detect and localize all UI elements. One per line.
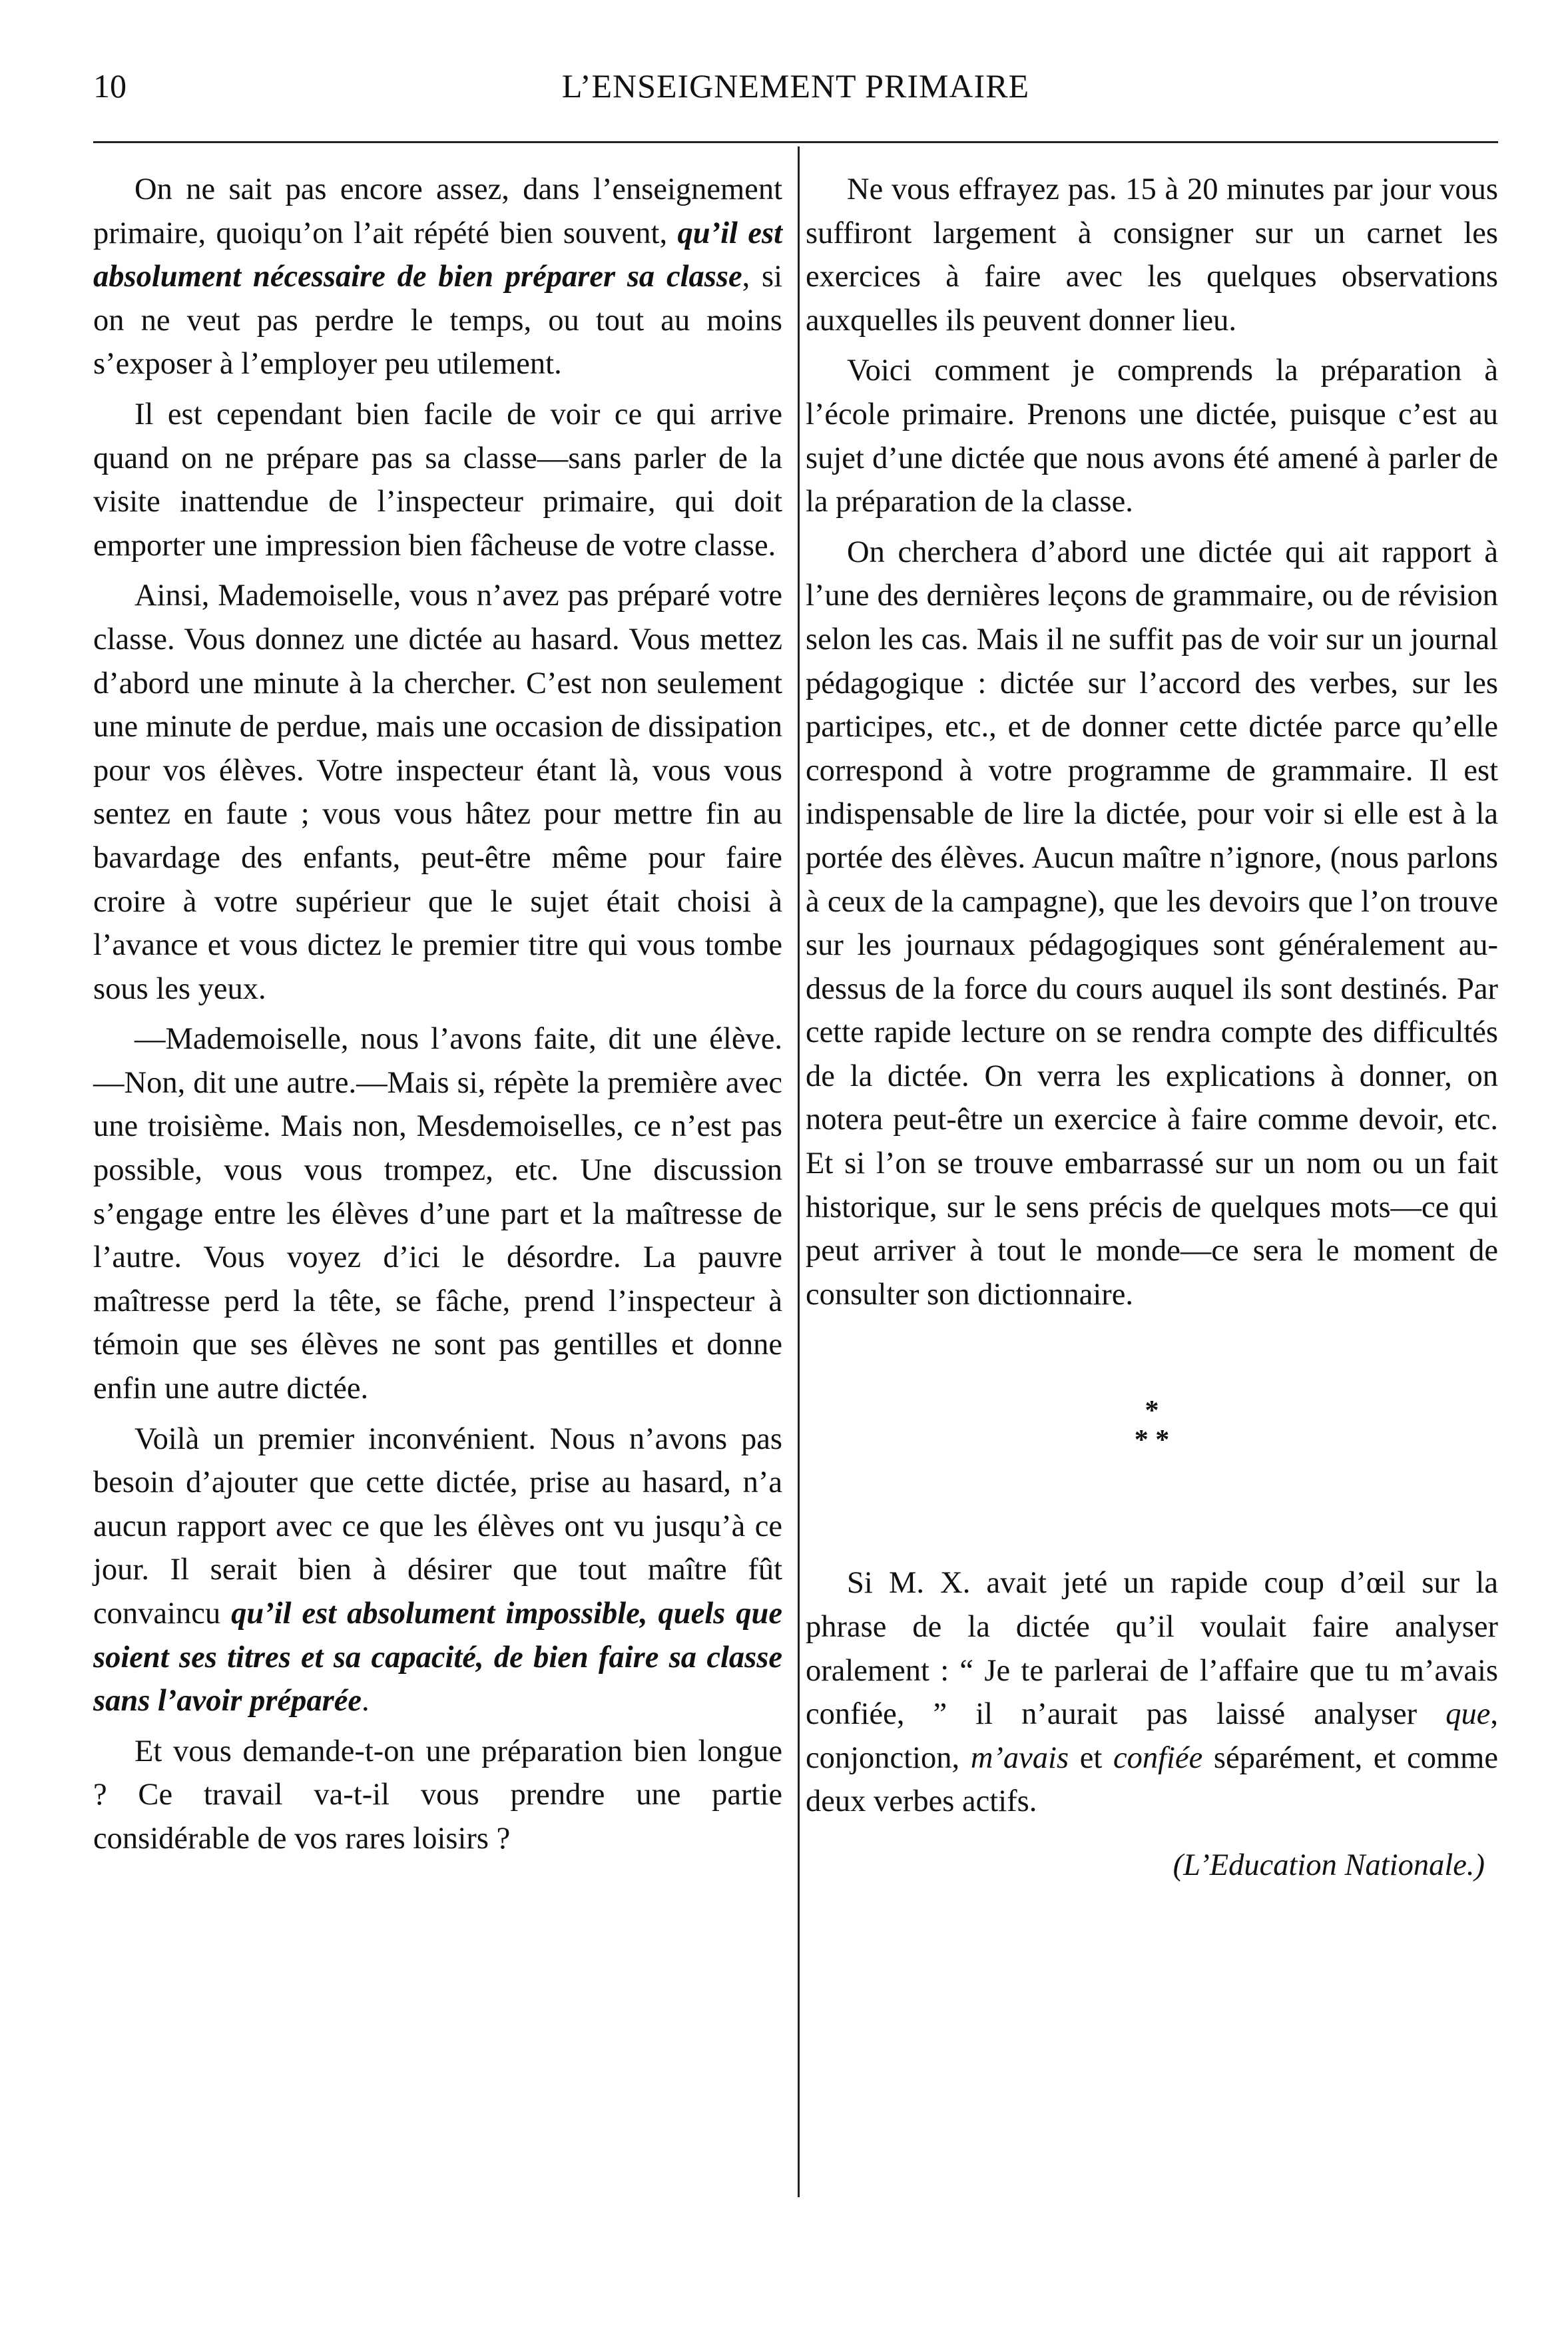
paragraph: Voici comment je comprends la préparation à l’école primaire. Prenons une dictée, puisque c’est au sujet d’une dictée que nous avons été amené à parler de la préparation de la classe. xyxy=(806,354,1498,519)
page-number: 10 xyxy=(93,67,127,105)
emphasis: m’avais xyxy=(970,1740,1069,1775)
header-rule xyxy=(93,141,1498,143)
text-run: On ne sait pas encore assez, dans l’enseignement primaire, quoiqu’on l’ait répété bien souvent, xyxy=(93,172,782,250)
left-column xyxy=(93,168,782,1868)
paragraph: —Mademoiselle, nous l’avons faite, dit une élève.—Non, dit une autre.—Mais si, répète la première avec une troisième. Mais non, Mesdemoiselles, ce n’est pas possible, vous vous trompez, etc. Une discussion s’engage entre les élèves d’une part et la maîtresse de l’autre. Vous voyez d’ici le désordre. La pauvre maîtresse perd la tête, se fâche, prend l’inspecteur à témoin que ses élèves ne sont pas gentilles et donne enfin une autre dictée. xyxy=(93,1022,782,1406)
paragraph: Ainsi, Mademoiselle, vous n’avez pas préparé votre classe. Vous donnez une dictée au hasard. Vous mettez d’abord une minute à la chercher. C’est non seulement une minute de perdue, mais une occasion de dissipation pour vos élèves. Votre inspecteur étant là, vous vous sentez en faute ; vous vous hâtez pour mettre fin au bavardage des enfants, peut-être même pour faire croire à votre supérieur que le sujet était choisi à l’avance et vous dictez le premier titre qui vous tombe sous les yeux. xyxy=(93,579,782,1006)
text-run: . xyxy=(361,1684,370,1718)
right-column xyxy=(806,168,1498,1888)
emphasis: que xyxy=(1445,1697,1491,1732)
ornament-bottom: * * xyxy=(1134,1425,1170,1456)
asterism-ornament xyxy=(806,1396,1498,1455)
paragraph: Il est cependant bien facile de voir ce qui arrive quand on ne prépare pas sa classe—sans parler de la visite inattendue de l’inspecteur primaire, qui doit emporter une impression bien fâcheuse de votre classe. xyxy=(93,397,782,563)
emphasis: qu’il est absolument nécessaire de bien préparer sa classe xyxy=(93,216,782,294)
text-run: séparément, et comme deux verbes actifs. xyxy=(806,1740,1498,1819)
emphasis: confiée xyxy=(1113,1740,1203,1775)
running-title: L’ENSEIGNEMENT PRIMAIRE xyxy=(561,67,1030,105)
paragraph xyxy=(93,1418,782,1723)
text-run: Si M. X. avait jeté un rapide coup d’œil sur la phrase de la dictée qu’il voulait faire analyser oralement : “ Je te parlerai de l’affaire que tu m’avais confiée, ” il n’aurait pas laissé analyser xyxy=(806,1566,1498,1732)
text-run: Voilà un premier inconvénient. Nous n’avons pas besoin d’ajouter que cette dictée, prise au hasard, n’a aucun rapport avec ce que les élèves ont vu jusqu’à ce jour. Il serait bien à désirer que tout maître fût convaincu xyxy=(93,1422,782,1631)
text-run: , si on ne veut pas perdre le temps, ou tout au moins s’exposer à l’employer peu utilement. xyxy=(93,260,783,382)
ornament-top: * xyxy=(1145,1396,1159,1427)
paragraph xyxy=(93,168,782,386)
page-header xyxy=(93,67,1498,120)
paragraph: Et vous demande-t-on une préparation bien longue ? Ce travail va-t-il vous prendre une partie considérable de vos rares loisirs ? xyxy=(93,1734,782,1856)
paragraph: Ne vous effrayez pas. 15 à 20 minutes par jour vous suffiront largement à consigner sur un carnet les exercices à faire avec les quelques observations auxquelles ils peuvent donner lieu. xyxy=(806,172,1498,338)
emphasis: qu’il est absolument impossible, quels que soient ses titres et sa capacité, de bien faire sa classe sans l’avoir préparée xyxy=(93,1597,782,1718)
paragraph xyxy=(806,1561,1498,1824)
paragraph: On cherchera d’abord une dictée qui ait rapport à l’une des dernières leçons de grammaire, ou de révision selon les cas. Mais il ne suffit pas de voir sur un journal pédagogique : dictée sur l’accord des verbes, sur les participes, etc., et de donner cette dictée parce qu’elle correspond à votre programme de grammaire. Il est indispensable de lire la dictée, pour voir si elle est à la portée des élèves. Aucun maître n’ignore, (nous parlons à ceux de la campagne), que les devoirs que l’on trouve sur les journaux pédagogiques sont généralement au-dessus de la force du cours auquel ils sont destinés. Par cette rapide lecture on se rendra compte des difficultés de la dictée. On verra les explications à donner, on notera peut-être un exercice à faire comme devoir, etc. Et si l’on se trouve embarrassé sur un nom ou un fait historique, sur le sens précis de quelques mots—ce qui peut arriver à tout le monde—ce sera le moment de consulter son dictionnaire. xyxy=(806,535,1498,1312)
source-attribution: (L’Education Nationale.) xyxy=(1173,1848,1485,1882)
column-divider xyxy=(798,146,800,2197)
text-run: , conjonction, xyxy=(806,1697,1498,1775)
text-run: et xyxy=(1069,1740,1113,1775)
